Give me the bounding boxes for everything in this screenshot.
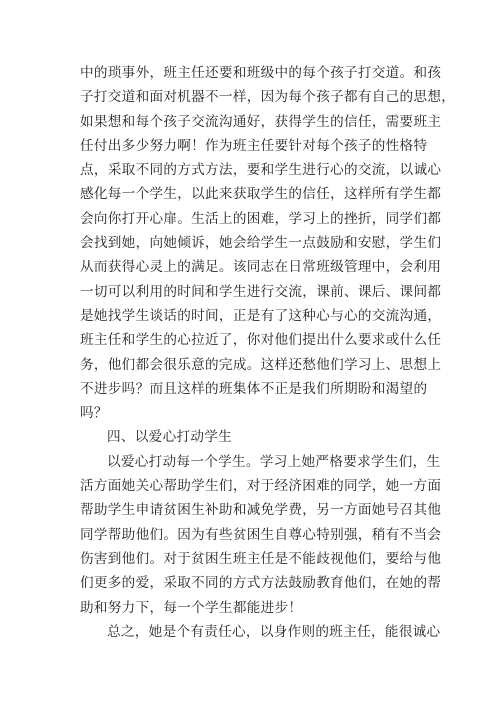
paragraph-start-line: 总之，她是个有责任心，以身作则的班主任，能很诚心 [107,623,441,640]
text-line: 同学帮助他们。因为有些贫困生自尊心特别强，稍有不当会 [80,526,442,543]
text-line: 感化每一个学生，以此来获取学生的信任，这样所有学生都 [80,186,442,203]
text-line: 班主任和学生的心拉近了，你对他们提出什么要求或什么任 [80,332,442,349]
text-line: 点，采取不同的方式方法，要和学生进行心的交流，以诚心 [80,162,442,179]
text-line: 如果想和每个孩子交流沟通好，获得学生的信任，需要班主 [80,113,442,130]
section-heading: 四、以爱心打动学生 [107,429,233,446]
text-line: 吗？ [80,405,108,422]
text-line: 从而获得心灵上的满足。该同志在日常班级管理中，会利用 [80,259,442,276]
text-line: 会找到她，向她倾诉，她会给学生一点鼓励和安慰，学生们 [80,235,442,252]
body-text [80,61,456,644]
text-line: 伤害到他们。对于贫困生班主任是不能歧视他们，要给与他 [80,550,442,567]
text-line: 任付出多少努力啊！作为班主任要针对每个孩子的性格特 [80,137,428,154]
text-line: 会向你打开心扉。生活上的困难，学习上的挫折，同学们都 [80,210,442,227]
text-line: 不进步吗？而且这样的班集体不正是我们所期盼和渴望的 [80,380,428,397]
text-line: 助和努力下，每一个学生都能进步！ [80,599,303,616]
text-line: 帮助学生申请贫困生补助和减免学费，另一方面她号召其他 [80,502,442,519]
text-line: 子打交道和面对机器不一样，因为每个孩子都有自己的思想， [80,89,456,106]
text-line: 活方面她关心帮助学生们，对于经济困难的同学，她一方面 [80,478,442,495]
text-line: 是她找学生谈话的时间，正是有了这种心与心的交流沟通， [80,307,442,324]
text-line: 们更多的爱，采取不同的方式方法鼓励教育他们，在她的帮 [80,575,442,592]
text-line: 一切可以利用的时间和学生进行交流，课前、课后、课间都 [80,283,442,300]
text-line: 务，他们都会很乐意的完成。这样还愁他们学习上、思想上 [80,356,442,373]
paragraph-start-line: 以爱心打动每一个学生。学习上她严格要求学生们，生 [107,453,441,470]
text-line: 中的琐事外，班主任还要和班级中的每个孩子打交道。和孩 [80,65,442,81]
